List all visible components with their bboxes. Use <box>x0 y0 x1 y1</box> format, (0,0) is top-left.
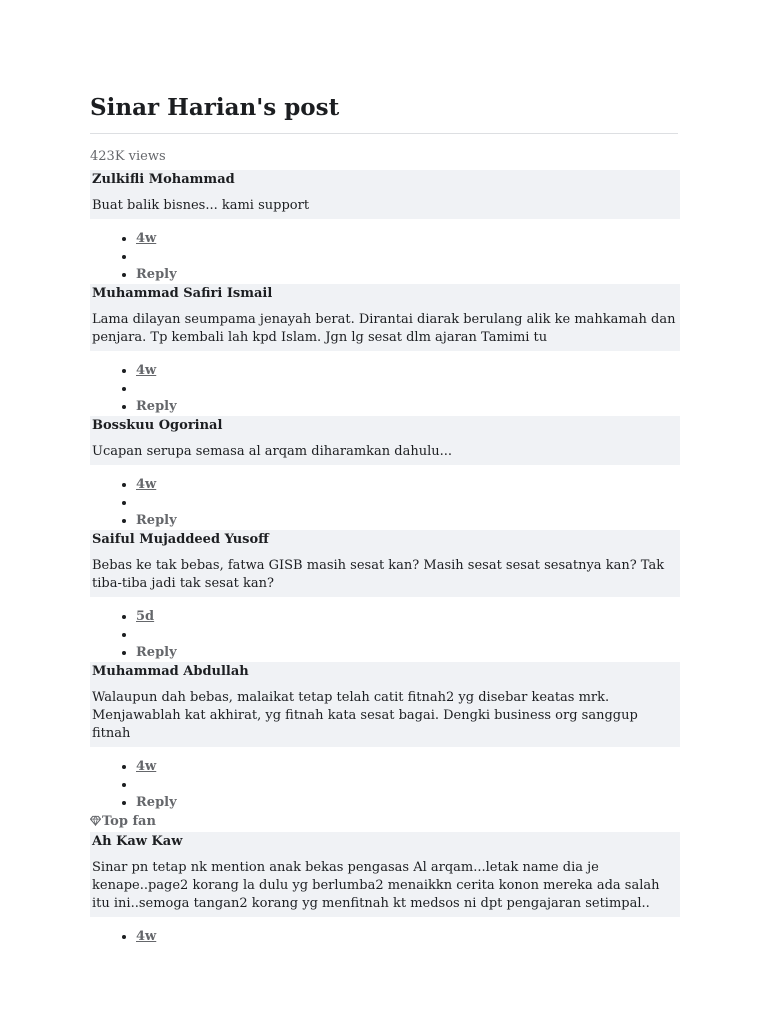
reply-button[interactable]: Reply <box>136 399 177 414</box>
comment-actions <box>90 230 680 284</box>
comment-bubble <box>90 832 680 917</box>
top-fan-badge <box>90 812 680 832</box>
comment-time-item <box>136 608 680 626</box>
comment-bubble <box>90 662 680 747</box>
comment <box>90 530 680 662</box>
comment-timestamp-link[interactable]: 5d <box>136 609 155 624</box>
reply-button[interactable]: Reply <box>136 513 177 528</box>
comment-empty-item <box>136 626 680 644</box>
comment-author[interactable]: Bosskuu Ogorinal <box>92 418 223 433</box>
comment-author[interactable]: Ah Kaw Kaw <box>92 834 183 849</box>
page-title: Sinar Harian's post <box>90 94 340 121</box>
post-content <box>90 90 680 946</box>
comment-text: Sinar pn tetap nk mention anak bekas pengasas Al arqam...letak name dia je kenape..page2 korang la dulu yg berlumba2 menaikkn cerita konon mereka ada salah itu ini..semoga tangan2 korang yg menfitnah kt medsos ni dpt pengajaran setimpal.. <box>92 860 660 911</box>
comment <box>90 832 680 946</box>
comment-timestamp-link[interactable]: 4w <box>136 929 157 944</box>
comment-time-item <box>136 758 680 776</box>
comment-text: Ucapan serupa semasa al arqam diharamkan dahulu... <box>92 444 453 459</box>
comment-timestamp-link[interactable]: 4w <box>136 759 157 774</box>
comment <box>90 416 680 530</box>
comment <box>90 662 680 812</box>
diamond-icon <box>90 815 101 826</box>
comment-empty-item <box>136 494 680 512</box>
reply-button[interactable]: Reply <box>136 267 177 282</box>
comment-reply-item <box>136 644 680 662</box>
comment-reply-item <box>136 794 680 812</box>
comment-actions <box>90 758 680 812</box>
top-fan-label: Top fan <box>102 814 156 829</box>
comment-author[interactable]: Saiful Mujaddeed Yusoff <box>92 532 269 547</box>
comment-text: Bebas ke tak bebas, fatwa GISB masih sesat kan? Masih sesat sesat sesatnya kan? Tak tiba-tiba jadi tak sesat kan? <box>92 558 665 591</box>
reply-button[interactable]: Reply <box>136 645 177 660</box>
comment-empty-item <box>136 380 680 398</box>
comment-actions <box>90 608 680 662</box>
reply-button[interactable]: Reply <box>136 795 177 810</box>
comment-bubble <box>90 416 680 465</box>
comment-timestamp-link[interactable]: 4w <box>136 363 157 378</box>
comment-text: Buat balik bisnes... kami support <box>92 198 310 213</box>
comment-actions <box>90 928 680 946</box>
comment-actions <box>90 476 680 530</box>
divider <box>90 133 678 134</box>
comment-empty-item <box>136 776 680 794</box>
comment-actions <box>90 362 680 416</box>
view-count: 423K views <box>90 149 166 164</box>
comment-reply-item <box>136 266 680 284</box>
comment-reply-item <box>136 398 680 416</box>
comment-time-item <box>136 230 680 248</box>
comment-time-item <box>136 362 680 380</box>
comment-reply-item <box>136 512 680 530</box>
comment <box>90 284 680 416</box>
comment-bubble <box>90 170 680 219</box>
comment-time-item <box>136 928 680 946</box>
comment-text: Lama dilayan seumpama jenayah berat. Dirantai diarak berulang alik ke mahkamah dan penjara. Tp kembali lah kpd Islam. Jgn lg sesat dlm ajaran Tamimi tu <box>92 312 676 345</box>
comment-author[interactable]: Muhammad Abdullah <box>92 664 249 679</box>
comment-timestamp-link[interactable]: 4w <box>136 231 157 246</box>
comment-time-item <box>136 476 680 494</box>
comment <box>90 170 680 284</box>
comment-text: Walaupun dah bebas, malaikat tetap telah catit fitnah2 yg disebar keatas mrk. Menjawablah kat akhirat, yg fitnah kata sesat bagai. Dengki business org sanggup fitnah <box>92 690 638 741</box>
comment-author[interactable]: Muhammad Safiri Ismail <box>92 286 273 301</box>
comment-timestamp-link[interactable]: 4w <box>136 477 157 492</box>
comment-bubble <box>90 284 680 351</box>
comment-empty-item <box>136 248 680 266</box>
comment-author[interactable]: Zulkifli Mohammad <box>92 172 235 187</box>
comment-bubble <box>90 530 680 597</box>
